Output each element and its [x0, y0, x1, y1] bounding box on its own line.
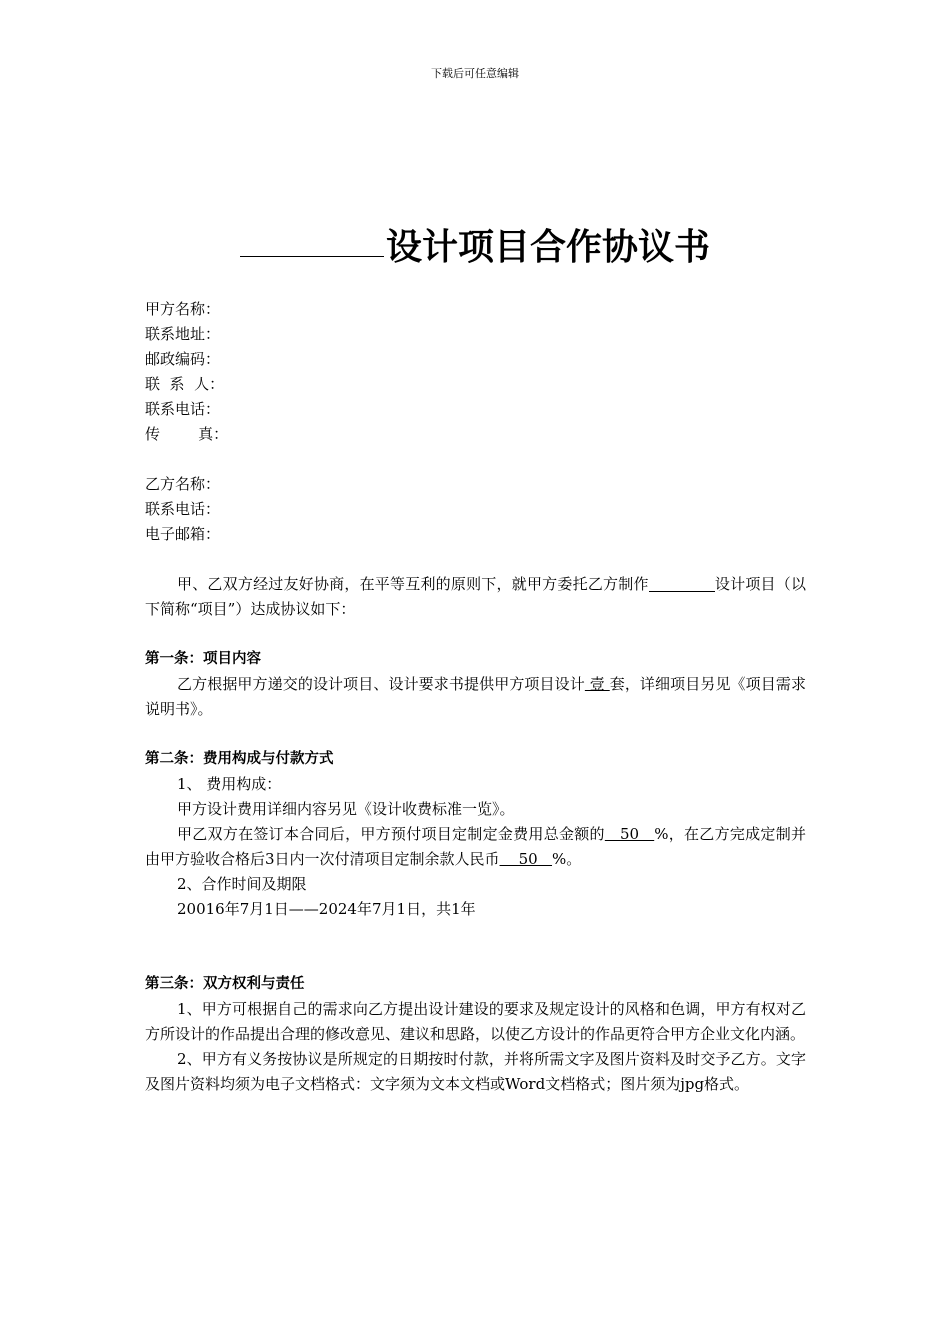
article-1-quantity: 壹 — [584, 675, 610, 693]
article-2-period: 20016年7月1日——2024年7月1日，共1年 — [177, 900, 476, 918]
party-a-contact-label: 联 系 人： — [145, 375, 225, 393]
party-b-phone-label: 联系电话： — [145, 500, 221, 518]
article-1-text-after: 套，详细项目另见《项目需求说明书》。 — [145, 675, 806, 718]
article-3-clause-1: 1、甲方可根据自己的需求向乙方提出设计建设的要求及规定设计的风格和色调，甲方有权对乙方所设计的作品提出合理的修改意见、建议和思路，以使乙方设计的作品更符合甲方企业文化内涵。 — [145, 1000, 806, 1043]
article-2-payment-paragraph — [145, 822, 806, 872]
document-title — [145, 220, 805, 271]
payment-text-1: 甲乙双方在签订本合同后，甲方预付项目定制定金费用总金额的 — [177, 825, 605, 843]
article-2-item-2: 2、合作时间及期限 — [177, 875, 307, 893]
party-a-phone-label: 联系电话： — [145, 400, 221, 418]
title-blank[interactable] — [240, 220, 384, 257]
article-2-heading: 第二条：费用构成与付款方式 — [145, 751, 334, 767]
article-2-fee-detail: 甲方设计费用详细内容另见《设计收费标准一览》。 — [177, 800, 515, 818]
payment-text-3: %。 — [552, 850, 582, 868]
intro-text-2: 设计项目（以下简称“项目”）达成协议如下： — [145, 575, 806, 618]
article-1-paragraph — [145, 672, 806, 722]
article-1-text-before: 乙方根据甲方递交的设计项目、设计要求书提供甲方项目设计 — [177, 675, 585, 693]
article-1-heading: 第一条：项目内容 — [145, 651, 261, 667]
title-text: 设计项目合作协议书 — [385, 227, 710, 268]
article-2-item-1: 1、 费用构成： — [177, 775, 282, 793]
deposit-percent: 50 — [604, 825, 655, 843]
article-3-heading: 第三条：双方权利与责任 — [145, 976, 305, 992]
party-b-email-label: 电子邮箱： — [145, 525, 221, 543]
party-a-name-label: 甲方名称： — [145, 300, 221, 318]
party-a-fax-label: 传 真： — [145, 425, 229, 443]
page-header: 下载后可任意编辑 — [431, 67, 519, 80]
payment-text-2: %，在乙方完成定制并由甲方验收合格后3日内一次付清项目定制余款人民币 — [145, 825, 806, 868]
party-a-address-label: 联系地址： — [145, 325, 221, 343]
project-name-blank[interactable] — [649, 574, 715, 592]
intro-paragraph — [145, 572, 806, 622]
document-body — [145, 297, 806, 1097]
balance-percent: 50 — [499, 850, 553, 868]
article-3-clause-2: 2、甲方有义务按协议是所规定的日期按时付款，并将所需文字及图片资料及时交予乙方。文字及图片资料均须为电子文档格式：文字须为文本文档或Word文档格式；图片须为jpg格式。 — [145, 1050, 806, 1093]
party-a-postcode-label: 邮政编码： — [145, 350, 221, 368]
party-b-name-label: 乙方名称： — [145, 475, 221, 493]
intro-text-1: 甲、乙双方经过友好协商，在平等互利的原则下，就甲方委托乙方制作 — [177, 575, 649, 593]
